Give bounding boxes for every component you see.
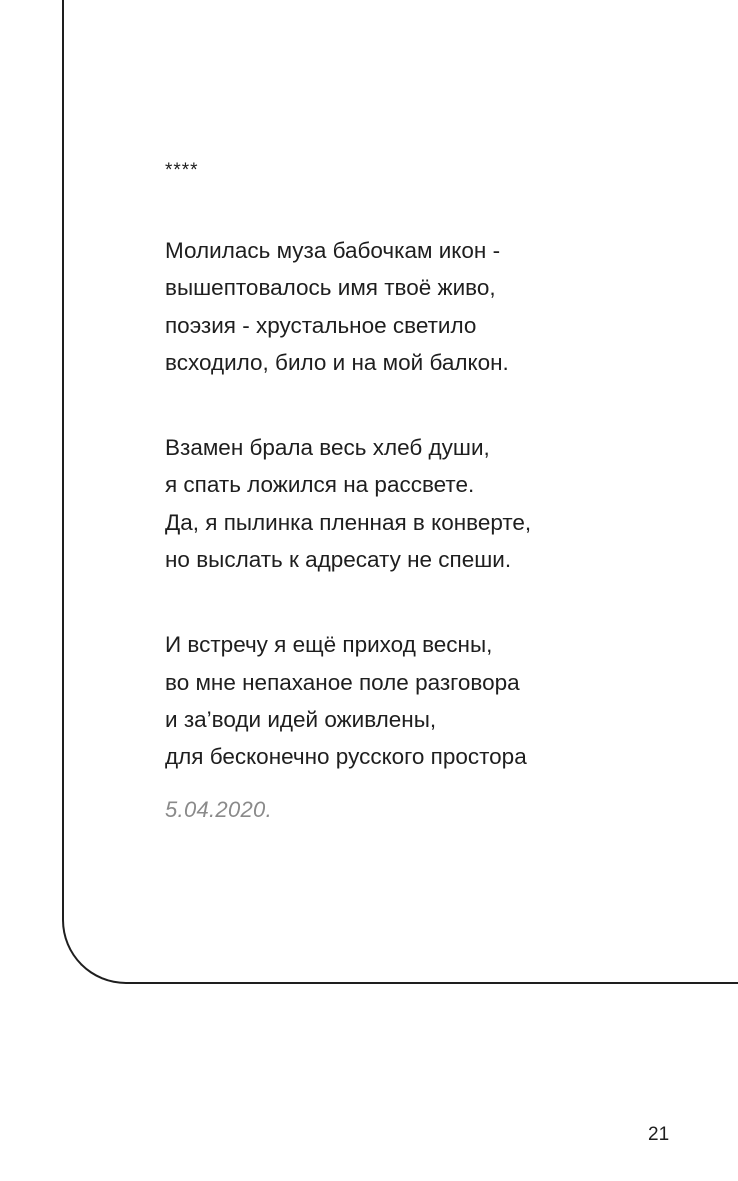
poem-line: для бесконечно русского простора: [165, 744, 527, 770]
poem-line: Молилась муза бабочкам икон -: [165, 238, 501, 263]
poem-line: И встречу я ещё приход весны,: [165, 632, 493, 658]
poem-line: и за’води идей оживлены,: [165, 706, 437, 732]
page-number: 21: [648, 1124, 670, 1145]
stanza-1: [165, 232, 685, 381]
poem: [165, 158, 685, 776]
poem-line: поэзия - хрустальное светило: [165, 312, 477, 338]
poem-line: Взамен брала весь хлеб души,: [165, 435, 490, 461]
poem-line: всходило, било и на мой балкон.: [165, 349, 509, 375]
poem-line: во мне непаханое поле разговора: [165, 669, 520, 695]
poem-line: вышептовалось имя твоё живо,: [165, 275, 496, 301]
poem-separator: ****: [165, 160, 199, 181]
stanza-2: [165, 429, 685, 578]
poem-date: 5.04.2020.: [165, 797, 272, 822]
stanza-3: [165, 626, 685, 775]
poem-line: Да, я пылинка пленная в конверте,: [165, 509, 532, 535]
poem-line: но выслать к адресату не спеши.: [165, 547, 512, 573]
poem-line: я спать ложился на рассвете.: [165, 472, 475, 498]
